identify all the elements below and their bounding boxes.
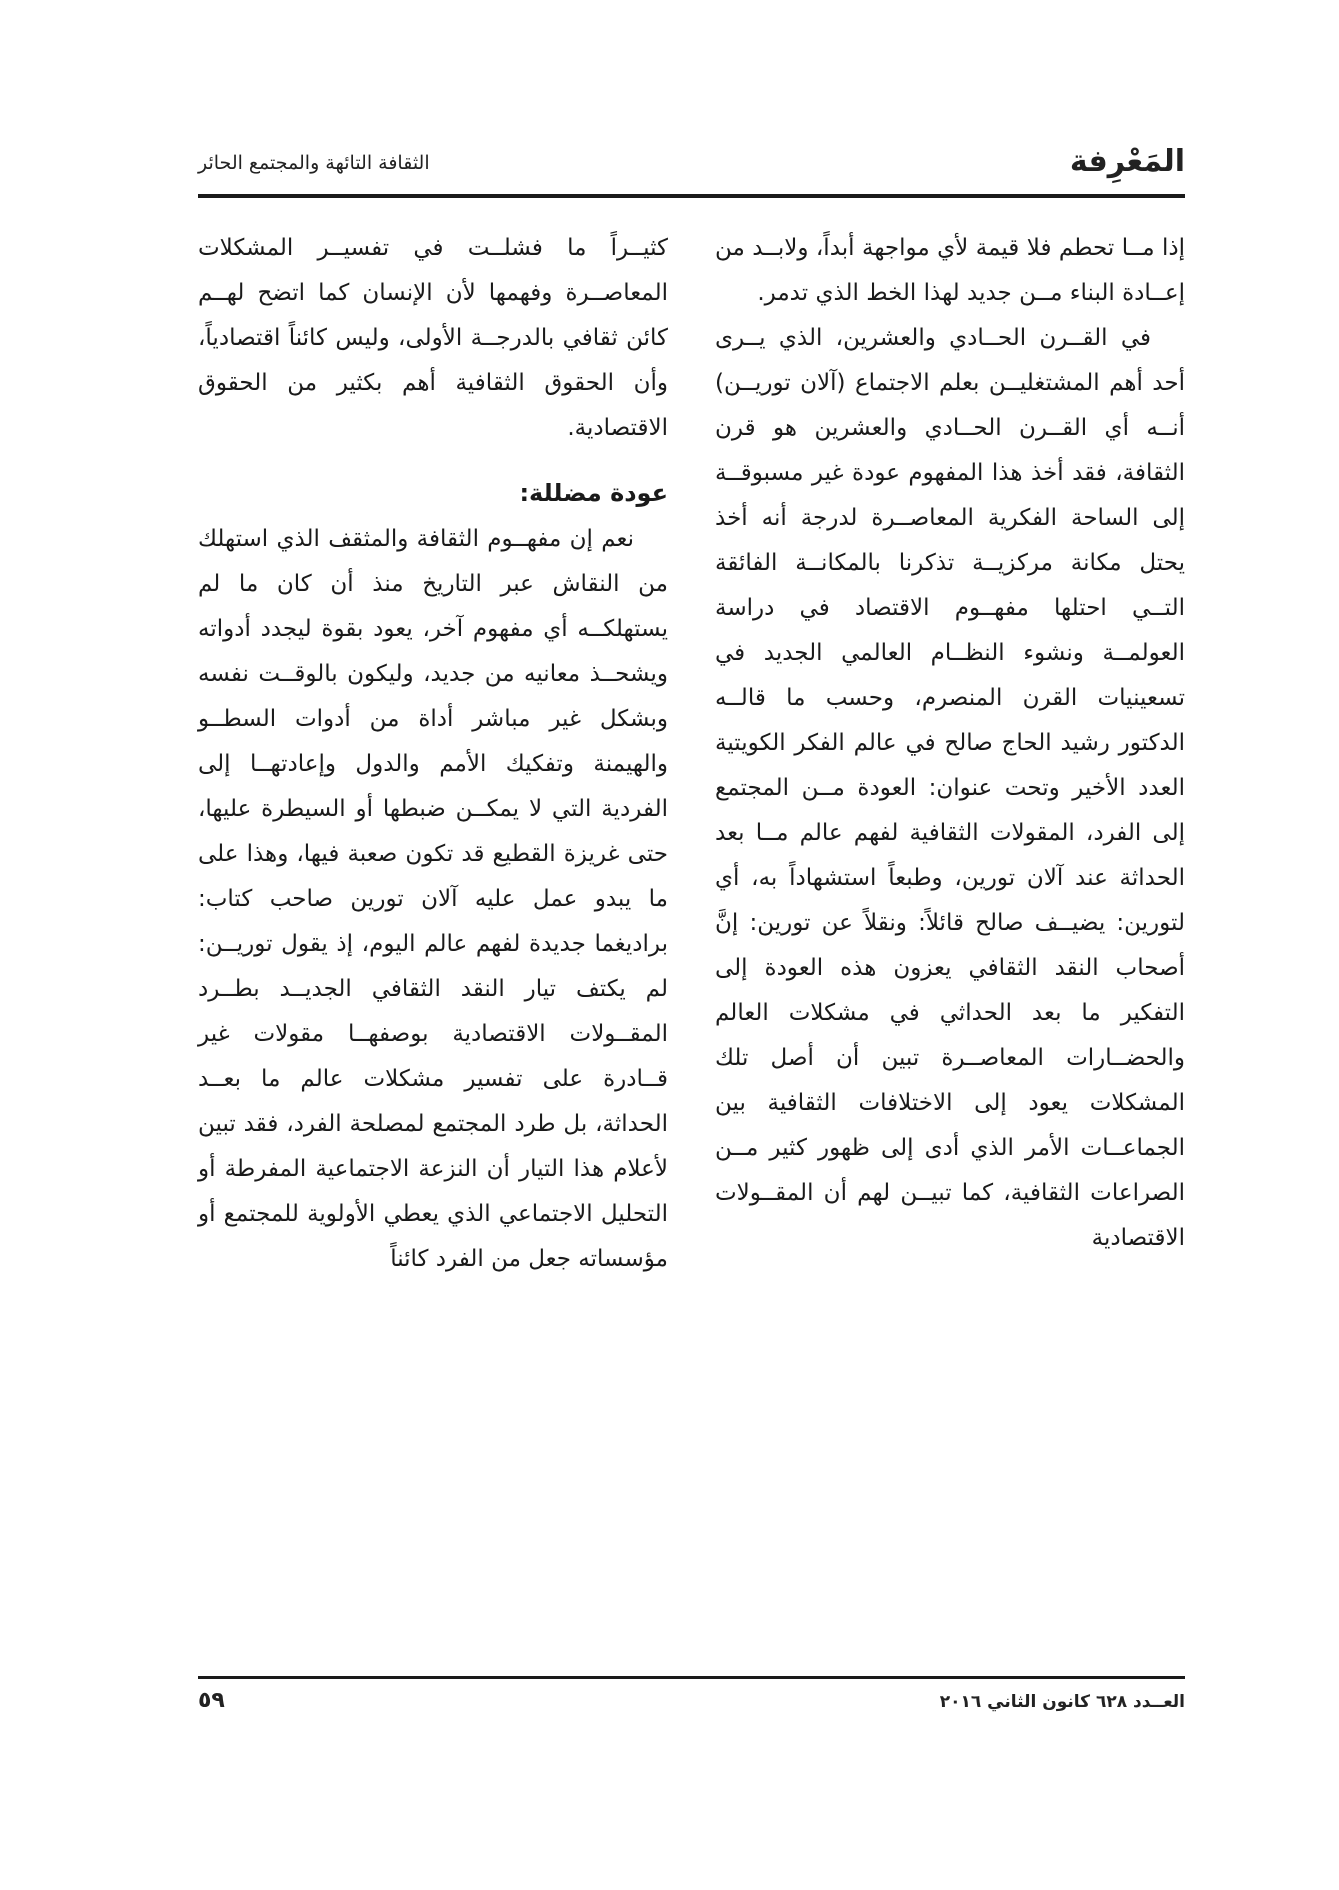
page-footer xyxy=(198,1686,1185,1726)
header-rule xyxy=(198,194,1185,198)
right-column xyxy=(715,226,1185,1261)
right-paragraph-1: إذا مــا تحطم فلا قيمة لأي مواجهة أبداً، ولابــد من إعــادة البناء مــن جديد لهذا الخط الذي تدمر. xyxy=(715,235,1185,306)
right-paragraph-2: في القــرن الحــادي والعشرين، الذي يــرى أحد أهم المشتغليــن بعلم الاجتماع (آلان توريــن) أنــه أي القــرن الحــادي والعشرين هو قرن الثقافة، فقد أخذ هذا المفهوم عودة غير مسبوقــة إلى الساحة الفكرية المعاصــرة لدرجة أنه أخذ يحتل مكانة مركزيــة تذكرنا بالمكانــة الفائقة التــي احتلها مفهــوم الاقتصاد في دراسة العولمــة ونشوء النظــام العالمي الجديد في تسعينيات القرن المنصرم، وحسب ما قالــه الدكتور رشيد الحاج صالح في عالم الفكر الكويتية العدد الأخير وتحت عنوان: العودة مــن المجتمع إلى الفرد، المقولات الثقافية لفهم عالم مــا بعد الحداثة عند آلان تورين، وطبعاً استشهاداً به، أي لتورين: يضيــف صالح قائلاً: ونقلاً عن تورين: إنَّ أصحاب النقد الثقافي يعزون هذه العودة إلى التفكير ما بعد الحداثي في مشكلات العالم والحضــارات المعاصــرة تبين أن أصل تلك المشكلات يعود إلى الاختلافات الثقافية بين الجماعــات الأمر الذي أدى إلى ظهور كثير مــن الصراعات الثقافية، كما تبيــن لهم أن المقــولات الاقتصادية xyxy=(715,325,1185,1251)
issue-info: العــدد ٦٢٨ كانون الثاني ٢٠١٦ xyxy=(939,1692,1185,1712)
left-column xyxy=(198,226,668,1282)
section-subheading: عودة مضللة: xyxy=(519,479,668,507)
left-paragraph-1: كثيــراً ما فشلــت في تفسيــر المشكلات المعاصــرة وفهمها لأن الإنسان كما اتضح لهــم كائن ثقافي بالدرجــة الأولى، وليس كائناً اقتصادياً، وأن الحقوق الثقافية أهم بكثير من الحقوق الاقتصادية. xyxy=(198,235,668,441)
page-header xyxy=(198,144,1185,190)
left-paragraph-2: نعم إن مفهــوم الثقافة والمثقف الذي استهلك من النقاش عبر التاريخ منذ أن كان ما لم يستهلكــه أي مفهوم آخر، يعود بقوة ليجدد أدواته ويشحــذ معانيه من جديد، وليكون بالوقــت نفسه وبشكل غير مباشر أداة من أدوات السطــو والهيمنة وتفكيك الأمم والدول وإعادتهــا إلى الفردية التي لا يمكــن ضبطها أو السيطرة عليها، حتى غريزة القطيع قد تكون صعبة فيها، وهذا على ما يبدو عمل عليه آلان تورين صاحب كتاب: براديغما جديدة لفهم عالم اليوم، إذ يقول توريــن: لم يكتف تيار النقد الثقافي الجديــد بطــرد المقــولات الاقتصادية بوصفهــا مقولات غير قــادرة على تفسير مشكلات عالم ما بعــد الحداثة، بل طرد المجتمع لمصلحة الفرد، فقد تبين لأعلام هذا التيار أن النزعة الاجتماعية المفرطة أو التحليل الاجتماعي الذي يعطي الأولوية للمجتمع أو مؤسساته جعل من الفرد كائناً xyxy=(198,526,668,1272)
page-number: ٥٩ xyxy=(198,1688,225,1713)
footer-rule xyxy=(198,1676,1185,1679)
magazine-logo: المَعْرِفة xyxy=(1069,144,1185,179)
running-title: الثقافة التائهة والمجتمع الحائر xyxy=(198,152,430,174)
